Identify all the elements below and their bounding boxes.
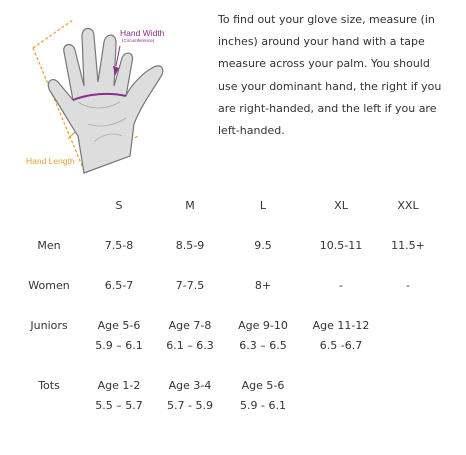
glove-size-instructions: To find out your glove size, measure (in inches) around your hand with a tape measure across your palm. You should use your dominant hand, the right if you are right-handed, and the left if you are left-handed. [218,13,442,138]
table-cell: Age 5-6 [97,319,141,332]
column-header-l: L [259,199,267,212]
hand-length-label: Hand Length [26,156,75,166]
column-header-s: S [115,199,123,212]
table-cell: 6.5 -6.7 [319,339,363,352]
hand-width-label: Hand Width [120,28,165,38]
hand-measurement-illustration [18,6,208,178]
circumference-label: (Circumference) [122,38,155,43]
table-cell: 8.5-9 [175,239,205,252]
table-cell: 6.5-7 [104,279,134,292]
row-label-men: Men [37,239,61,252]
table-cell: 5.5 – 5.7 [95,399,143,412]
column-header-xxl: XXL [397,199,419,212]
table-cell: 11.5+ [391,239,425,252]
table-cell: - [339,279,343,292]
table-cell: 5.9 - 6.1 [240,399,286,412]
table-cell: 8+ [254,279,272,292]
table-cell: Age 3-4 [168,379,212,392]
column-header-xl: XL [334,199,348,212]
row-label-juniors: Juniors [30,319,68,332]
row-label-women: Women [28,279,70,292]
row-label-tots: Tots [38,379,60,392]
table-cell: 9.5 [254,239,272,252]
table-cell: 5.7 - 5.9 [167,399,213,412]
table-cell: Age 9-10 [238,319,288,332]
table-cell: 7-7.5 [175,279,205,292]
table-cell: - [406,279,410,292]
column-header-m: M [185,199,195,212]
table-cell: Age 7-8 [168,319,212,332]
table-cell: 7.5-8 [104,239,134,252]
table-cell: Age 1-2 [97,379,141,392]
hand-shape [48,29,163,174]
table-cell: 6.1 – 6.3 [166,339,214,352]
table-cell: 10.5-11 [319,239,363,252]
table-cell: 5.9 – 6.1 [95,339,143,352]
table-cell: Age 5-6 [241,379,285,392]
table-cell: Age 11-12 [312,319,370,332]
table-cell: 6.3 – 6.5 [239,339,287,352]
